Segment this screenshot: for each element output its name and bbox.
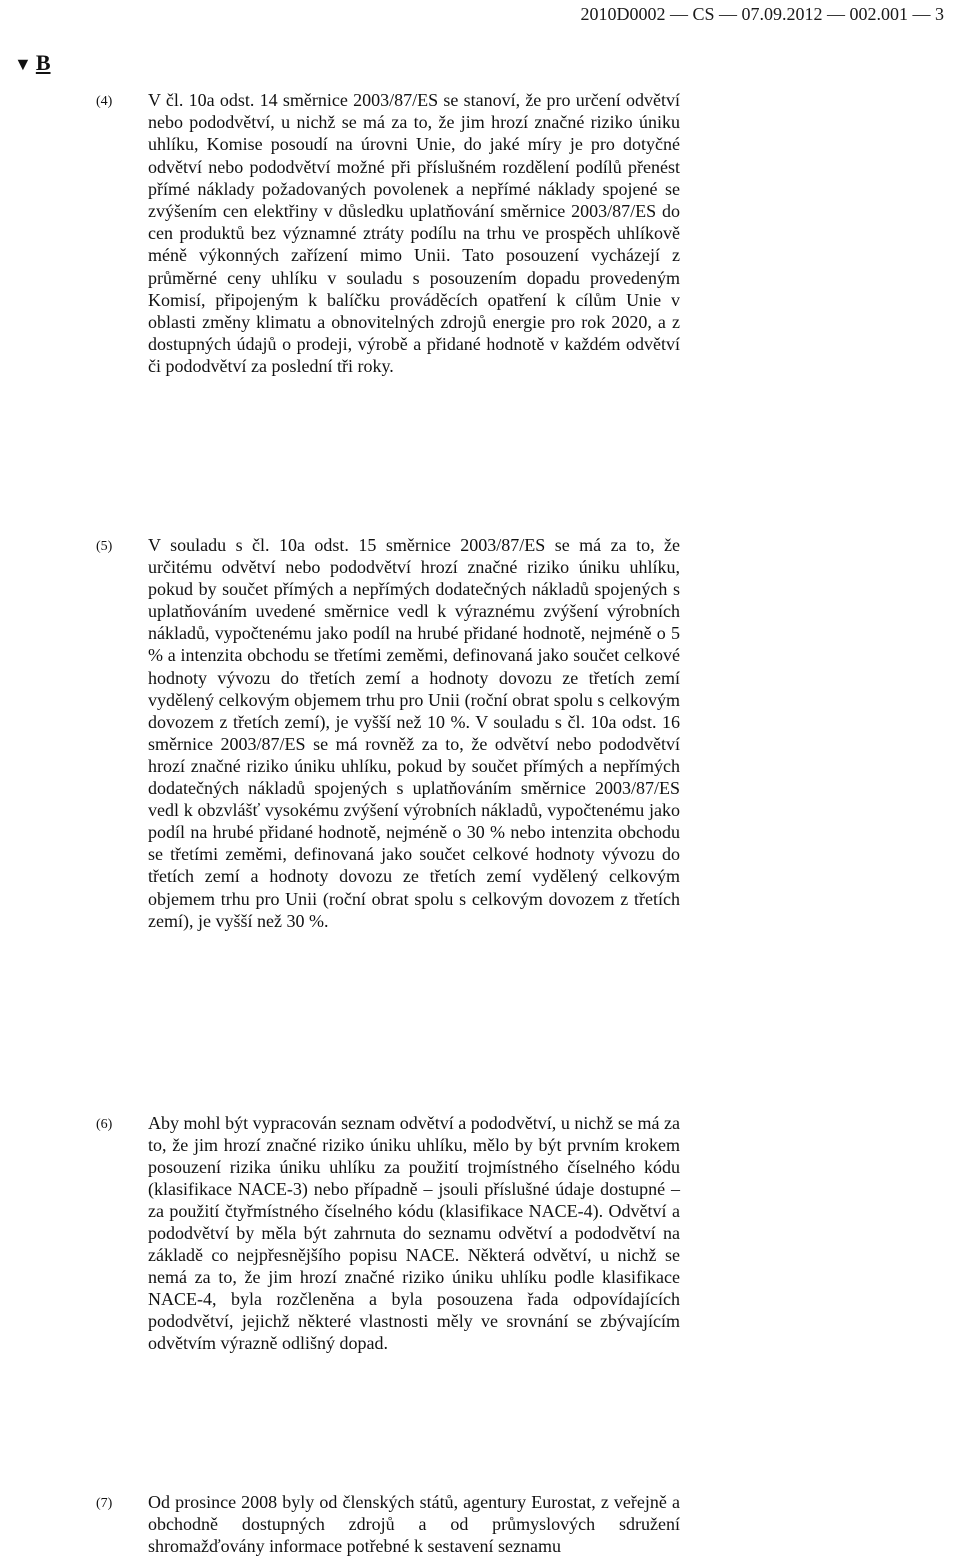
recital-number: (4) (96, 94, 113, 109)
recital-text: Od prosince 2008 byly od členských států, agentury Eurostat, z veřejně a obchodně dostupných zdrojů a od průmyslových sdružení shromažďovány informace potřebné k sestavení seznamu (148, 1492, 680, 1557)
recital-text: V souladu s čl. 10a odst. 15 směrnice 2003/87/ES se má za to, že určitému odvětví nebo pododvětví hrozí značné riziko úniku uhlíku, pokud by součet přímých a nepřímých dodatečných nákladů spojených s uplatňováním uvedené směrnice vedl k výraznému zvýšení výrobních nákladů, vypočtenému jako podíl na hrubé přidané hodnotě, nejméně o 5 % a intenzita obchodu se třetími zeměmi, definovaná jako součet celkové hodnoty vývozu do třetích zemí a hodnoty dovozu ze třetích zemí vydělený celkovým objemem trhu pro Unii (roční obrat spolu s celkovým dovozem z třetích zemí), je vyšší než 10 %. V souladu s čl. 10a odst. 16 směrnice 2003/87/ES se má rovněž za to, že odvětví nebo pododvětví hrozí značné riziko úniku uhlíku, pokud by součet přímých a nepřímých dodatečných nákladů spojených s uplatňováním směrnice 2003/87/ES vedl k obzvlášť vysokému zvýšení výrobních nákladů, vypočtenému jako podíl na hrubé přidané hodnotě, nejméně o 30 % nebo intenzita obchodu se třetími zeměmi, definovaná jako součet celkové hodnoty vývozu do třetích zemí a hodnoty dovozu ze třetích zemí vydělený celkovým objemem trhu pro Unii (roční obrat spolu s celkovým dovozem z třetích zemí), je vyšší než 30 %. (148, 535, 680, 931)
recital-5 (96, 534, 680, 932)
triangle-down-icon: ▼ (14, 54, 32, 74)
recital-text: V čl. 10a odst. 14 směrnice 2003/87/ES se stanoví, že pro určení odvětví nebo pododvětví, u nichž se má za to, že jim hrozí značné riziko úniku uhlíku, Komise posoudí na úrovni Unie, do jaké míry je pro dotyčné odvětví nebo pododvětví možné při příslušném rozdělení podílů přenést přímé náklady požadovaných povolenek a nepřímé náklady spojené se zvýšením cen elektřiny v důsledku uplatňování směrnice 2003/87/ES do cen produktů bez významné ztráty podílu na trhu ve prospěch uhlíkově méně výkonných zařízení mimo Unii. Tato posouzení vycházejí z průměrné ceny uhlíku v souladu s posouzením dopadu provedeným Komisí, připojeným k balíčku prováděcích opatření k cílům Unie v oblasti změny klimatu a obnovitelných zdrojů energie pro rok 2020, a z dostupných údajů o prodeji, výrobě a přidané hodnotě v každém odvětví či pododvětví za poslední tři roky. (148, 90, 680, 377)
recital-number: (6) (96, 1117, 113, 1132)
running-header: 2010D0002 — CS — 07.09.2012 — 002.001 — 3 (580, 4, 944, 24)
recital-text: Aby mohl být vypracován seznam odvětví a pododvětví, u nichž se má za to, že jim hrozí značné riziko úniku uhlíku, mělo by být prvním krokem posouzení rizika úniku uhlíku za použití trojmístného číselného kódu (klasifikace NACE-3) nebo případně – jsouli příslušné údaje dostupné – za použití čtyřmístného číselného kódu (klasifikace NACE-4). Odvětví a pododvětví by měla být zahrnuta do seznamu odvětví a pododvětví na základě co nejpřesnějšího popisu NACE. Některá odvětví, u nichž se nemá za to, že jim hrozí značné riziko úniku uhlíku podle klasifikace NACE-4, byla rozčleněna a byla posouzena řada odpovídajících pododvětví, jejichž některé vlastnosti měly ve srovnání se zbývajícím odvětvím výrazně odlišný dopad. (148, 1113, 680, 1353)
recital-4 (96, 89, 680, 378)
amendment-marker-label: B (35, 50, 51, 75)
recital-number: (5) (96, 539, 113, 554)
recital-6 (96, 1112, 680, 1354)
amendment-marker (14, 50, 51, 76)
recital-7 (96, 1491, 680, 1558)
recital-number: (7) (96, 1496, 113, 1511)
